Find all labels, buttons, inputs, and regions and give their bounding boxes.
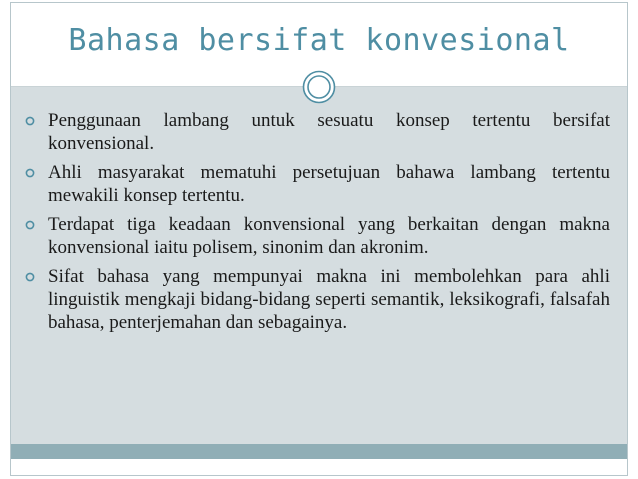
footer-strip [11, 459, 627, 475]
circle-bullet-icon [24, 109, 38, 132]
bullet-item [20, 161, 610, 207]
bullet-item [20, 109, 610, 155]
bullet-list [20, 109, 610, 340]
bullet-text: Terdapat tiga keadaan konvensional yang berkaitan dengan makna konvensional iaitu polisem, sinonim dan akronim. [48, 214, 610, 258]
circle-bullet-icon [24, 161, 38, 184]
bullet-item [20, 213, 610, 259]
accent-bar [11, 444, 627, 459]
bullet-item [20, 265, 610, 334]
bullet-text: Ahli masyarakat mematuhi persetujuan bahawa lambang tertentu mewakili konsep tertentu. [48, 162, 610, 206]
circle-bullet-icon [24, 265, 38, 288]
bullet-text: Penggunaan lambang untuk sesuatu konsep tertentu bersifat konvensional. [48, 110, 610, 154]
double-circle-ornament-icon [302, 70, 336, 104]
circle-bullet-icon [24, 213, 38, 236]
slide-title: Bahasa bersifat konvesional [68, 23, 570, 58]
bullet-text: Sifat bahasa yang mempunyai makna ini membolehkan para ahli linguistik mengkaji bidang-bidang seperti semantik, leksikografi, falsafah bahasa, penterjemahan dan sebagainya. [48, 266, 610, 333]
